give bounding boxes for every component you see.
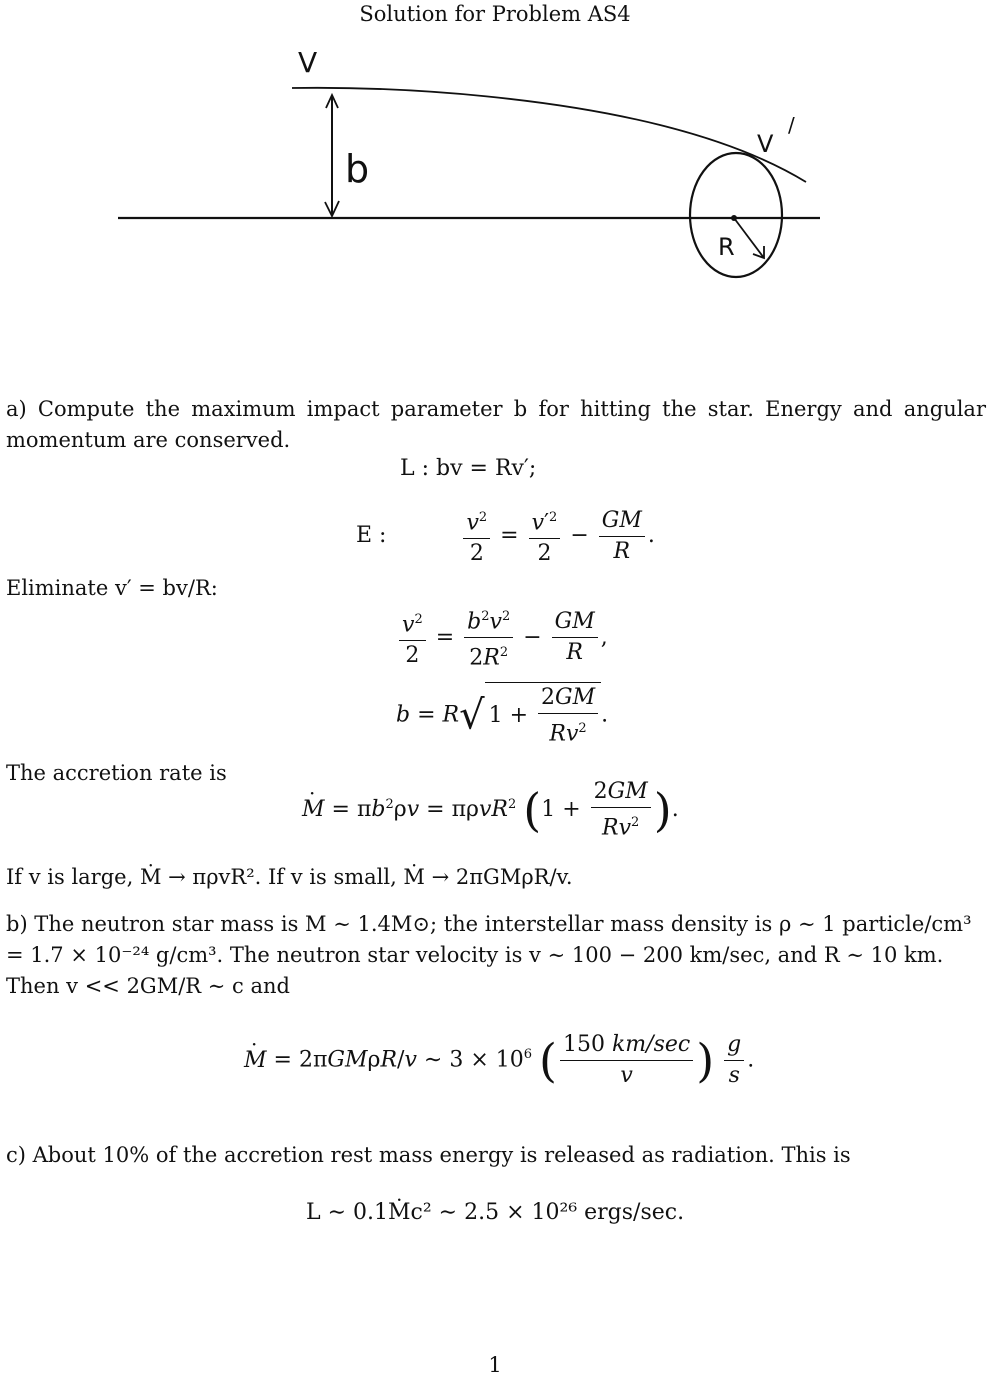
equation-impact-parameter: b = R√ 1 + $\frac{2GM}{Rv^2}$ . bbox=[396, 682, 608, 749]
part-b-line-2: = 1.7 × 10⁻²⁴ g/cm³. The neutron star velocity is v ∼ 100 − 200 km/sec, and R ∼ 10 km. bbox=[6, 943, 944, 967]
star-center bbox=[731, 215, 737, 221]
part-c-intro: c) About 10% of the accretion rest mass energy is released as radiation. This is bbox=[6, 1143, 851, 1167]
label-v-prime: V bbox=[757, 130, 774, 158]
page-title: Solution for Problem AS4 bbox=[359, 2, 631, 26]
equation-angular-momentum: L : bv = Rv′; bbox=[400, 456, 537, 481]
equation-substituted: $\frac{v^2}{2}$ = $\frac{b^2v^2}{2R^2}$ − $\frac{GM}{R}$ , bbox=[396, 602, 608, 674]
radius-line bbox=[734, 218, 764, 258]
equation-energy-label: E : bbox=[356, 523, 387, 549]
label-prime: / bbox=[788, 113, 795, 137]
equation-energy: E : $\frac{v^2}{2}$ = $\frac{v'^2}{2}$ − $\frac{GM}{R}$ . bbox=[356, 503, 655, 569]
part-b-line-3: Then v << 2GM/R ∼ c and bbox=[6, 974, 290, 998]
eliminate-text: Eliminate v′ = bv/R: bbox=[6, 576, 218, 600]
equation-luminosity: L ∼ 0.1Ṁc² ∼ 2.5 × 10²⁶ ergs/sec. bbox=[306, 1200, 685, 1225]
equation-accretion-rate: · $M = \pi b^2\rho v = \pi\rho vR^2$ (1 + $\frac{2GM}{Rv^2}$ ). bbox=[302, 777, 679, 843]
trajectory-diagram bbox=[0, 0, 990, 300]
part-a-intro: a) Compute the maximum impact parameter b for hitting the star. Energy and angular momentum are conserved. bbox=[6, 397, 986, 452]
label-R: R bbox=[718, 233, 735, 261]
limits-text: If v is large, Ṁ → πρvR². If v is small, Ṁ → 2πGMρR/v. bbox=[6, 865, 573, 889]
label-b: b bbox=[345, 147, 370, 191]
accretion-intro: The accretion rate is bbox=[6, 761, 227, 785]
label-v: V bbox=[298, 46, 318, 79]
equation-accretion-estimate: · M = 2πGMρR/v ∼ $3 \times 10^6$ ( $\frac{150 km/\sec}{v}$ ) $\frac{g}{s}$ . bbox=[244, 1030, 754, 1091]
part-b-line-1: b) The neutron star mass is M ∼ 1.4M⊙; the interstellar mass density is ρ ∼ 1 particle/cm³ bbox=[6, 912, 972, 936]
page-number: 1 bbox=[488, 1353, 502, 1377]
star-circle bbox=[690, 153, 782, 277]
